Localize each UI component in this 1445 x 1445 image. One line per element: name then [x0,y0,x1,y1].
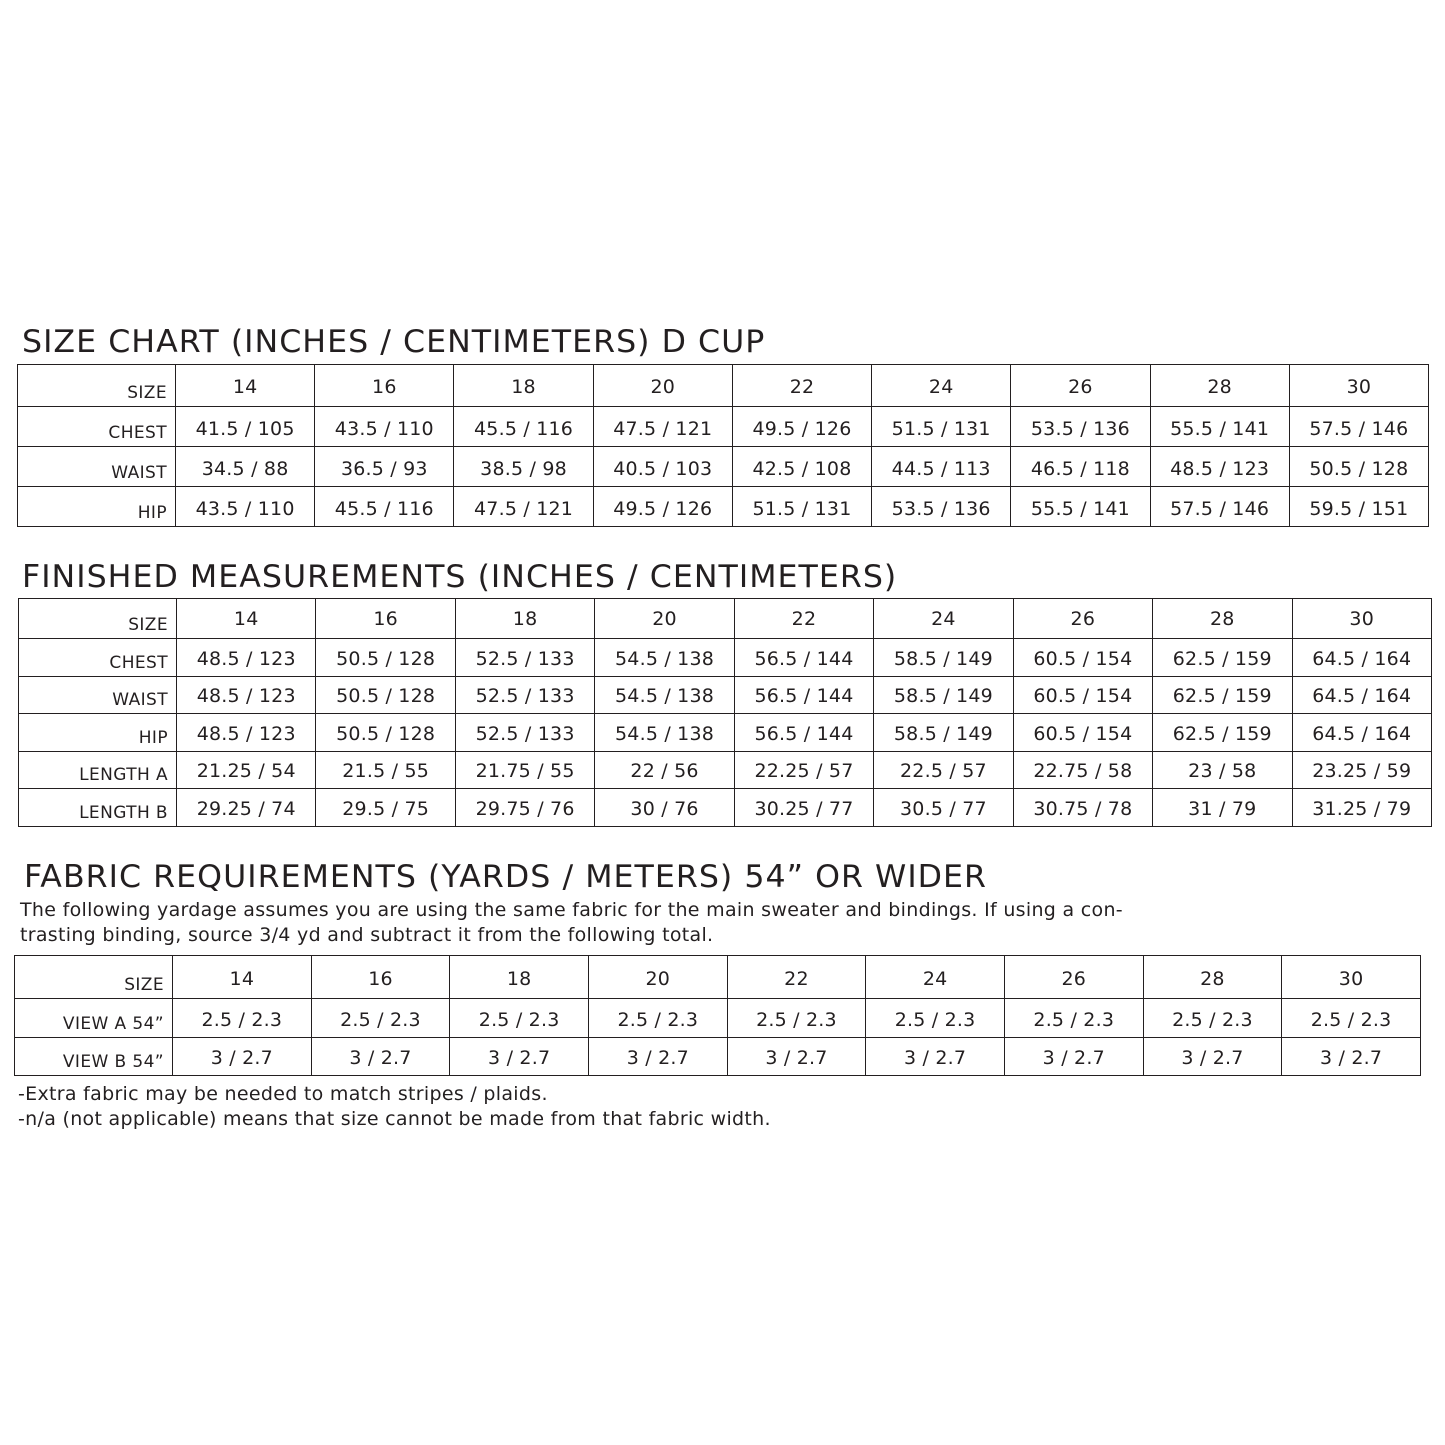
size-header-cell: 28 [1150,365,1289,407]
size-header-cell: 26 [1004,956,1143,999]
table-row [19,789,1432,827]
row-label: LENGTH B [19,789,177,827]
value-cell: 21.25 / 54 [177,751,316,789]
size-header-cell: 28 [1153,599,1292,639]
value-cell: 48.5 / 123 [177,714,316,752]
value-cell: 55.5 / 141 [1150,407,1289,447]
value-cell: 44.5 / 113 [872,447,1011,487]
table-row [15,1037,1421,1076]
value-cell: 60.5 / 154 [1013,639,1152,677]
row-label: HIP [19,714,177,752]
value-cell: 3 / 2.7 [866,1037,1005,1076]
size-header-cell: 14 [177,599,316,639]
size-header-cell: 26 [1013,599,1152,639]
size-header-label: SIZE [19,599,177,639]
size-header-cell: 18 [450,956,589,999]
value-cell: 56.5 / 144 [734,639,873,677]
value-cell: 53.5 / 136 [1011,407,1150,447]
value-cell: 48.5 / 123 [177,676,316,714]
row-label: WAIST [19,676,177,714]
value-cell: 29.75 / 76 [455,789,594,827]
value-cell: 3 / 2.7 [1004,1037,1143,1076]
value-cell: 3 / 2.7 [727,1037,866,1076]
value-cell: 42.5 / 108 [732,447,871,487]
value-cell: 49.5 / 126 [732,407,871,447]
value-cell: 59.5 / 151 [1289,487,1428,527]
value-cell: 31.25 / 79 [1292,789,1431,827]
table-row [19,714,1432,752]
size-header-cell: 22 [734,599,873,639]
header-row [19,599,1432,639]
size-header-cell: 30 [1282,956,1421,999]
value-cell: 3 / 2.7 [1282,1037,1421,1076]
value-cell: 29.5 / 75 [316,789,455,827]
value-cell: 30.75 / 78 [1013,789,1152,827]
value-cell: 52.5 / 133 [455,676,594,714]
table-row [18,447,1429,487]
size-header-cell: 22 [727,956,866,999]
value-cell: 57.5 / 146 [1289,407,1428,447]
fabric-note-1: -Extra fabric may be needed to match stripes / plaids. [18,1083,548,1105]
fabric-description-line1: The following yardage assumes you are using the same fabric for the main sweater and bindings. If using a con- [20,899,1123,921]
fabric-description [20,898,1123,948]
value-cell: 52.5 / 133 [455,714,594,752]
value-cell: 2.5 / 2.3 [588,999,727,1038]
finished-measurements-table [18,598,1432,827]
size-header-cell: 20 [588,956,727,999]
value-cell: 50.5 / 128 [316,676,455,714]
value-cell: 48.5 / 123 [1150,447,1289,487]
size-header-cell: 14 [173,956,312,999]
value-cell: 45.5 / 116 [315,487,454,527]
size-header-cell: 30 [1292,599,1431,639]
value-cell: 22.25 / 57 [734,751,873,789]
value-cell: 30.5 / 77 [874,789,1013,827]
value-cell: 56.5 / 144 [734,714,873,752]
size-header-cell: 16 [311,956,450,999]
value-cell: 3 / 2.7 [588,1037,727,1076]
value-cell: 2.5 / 2.3 [1004,999,1143,1038]
value-cell: 2.5 / 2.3 [866,999,1005,1038]
fabric-description-line2: trasting binding, source 3/4 yd and subtract it from the following total. [20,924,714,946]
value-cell: 47.5 / 121 [454,487,593,527]
size-header-cell: 28 [1143,956,1282,999]
row-label: VIEW A 54” [15,999,173,1038]
value-cell: 51.5 / 131 [732,487,871,527]
fabric-requirements-title: FABRIC REQUIREMENTS (YARDS / METERS) 54” OR WIDER [24,859,988,895]
size-header-cell: 16 [315,365,454,407]
value-cell: 58.5 / 149 [874,714,1013,752]
row-label: CHEST [19,639,177,677]
value-cell: 22.75 / 58 [1013,751,1152,789]
size-header-cell: 24 [874,599,1013,639]
size-header-cell: 30 [1289,365,1428,407]
value-cell: 22 / 56 [595,751,734,789]
value-cell: 50.5 / 128 [316,714,455,752]
table-row [18,487,1429,527]
value-cell: 52.5 / 133 [455,639,594,677]
header-row [18,365,1429,407]
header-row [15,956,1421,999]
value-cell: 50.5 / 128 [1289,447,1428,487]
size-header-cell: 22 [732,365,871,407]
value-cell: 21.75 / 55 [455,751,594,789]
value-cell: 22.5 / 57 [874,751,1013,789]
size-header-label: SIZE [15,956,173,999]
value-cell: 41.5 / 105 [176,407,315,447]
row-label: WAIST [18,447,176,487]
value-cell: 2.5 / 2.3 [311,999,450,1038]
value-cell: 38.5 / 98 [454,447,593,487]
value-cell: 34.5 / 88 [176,447,315,487]
row-label: CHEST [18,407,176,447]
value-cell: 23.25 / 59 [1292,751,1431,789]
value-cell: 2.5 / 2.3 [1143,999,1282,1038]
value-cell: 40.5 / 103 [593,447,732,487]
table-row [19,639,1432,677]
value-cell: 31 / 79 [1153,789,1292,827]
row-label: LENGTH A [19,751,177,789]
value-cell: 51.5 / 131 [872,407,1011,447]
table-row [19,676,1432,714]
value-cell: 46.5 / 118 [1011,447,1150,487]
size-chart-title: SIZE CHART (INCHES / CENTIMETERS) D CUP [22,324,766,360]
value-cell: 54.5 / 138 [595,676,734,714]
value-cell: 64.5 / 164 [1292,714,1431,752]
value-cell: 54.5 / 138 [595,714,734,752]
value-cell: 49.5 / 126 [593,487,732,527]
row-label: VIEW B 54” [15,1037,173,1076]
value-cell: 43.5 / 110 [315,407,454,447]
value-cell: 3 / 2.7 [1143,1037,1282,1076]
value-cell: 60.5 / 154 [1013,714,1152,752]
value-cell: 62.5 / 159 [1153,714,1292,752]
value-cell: 64.5 / 164 [1292,639,1431,677]
fabric-note-2: -n/a (not applicable) means that size cannot be made from that fabric width. [18,1108,771,1130]
value-cell: 58.5 / 149 [874,639,1013,677]
size-header-cell: 24 [866,956,1005,999]
value-cell: 30 / 76 [595,789,734,827]
value-cell: 36.5 / 93 [315,447,454,487]
value-cell: 62.5 / 159 [1153,676,1292,714]
value-cell: 2.5 / 2.3 [1282,999,1421,1038]
size-header-cell: 14 [176,365,315,407]
value-cell: 62.5 / 159 [1153,639,1292,677]
value-cell: 64.5 / 164 [1292,676,1431,714]
value-cell: 3 / 2.7 [173,1037,312,1076]
value-cell: 2.5 / 2.3 [727,999,866,1038]
size-header-label: SIZE [18,365,176,407]
row-label: HIP [18,487,176,527]
value-cell: 2.5 / 2.3 [173,999,312,1038]
value-cell: 2.5 / 2.3 [450,999,589,1038]
value-cell: 50.5 / 128 [316,639,455,677]
table-row [19,751,1432,789]
size-header-cell: 18 [454,365,593,407]
value-cell: 29.25 / 74 [177,789,316,827]
value-cell: 54.5 / 138 [595,639,734,677]
value-cell: 58.5 / 149 [874,676,1013,714]
value-cell: 56.5 / 144 [734,676,873,714]
value-cell: 48.5 / 123 [177,639,316,677]
table-row [18,407,1429,447]
size-header-cell: 18 [455,599,594,639]
size-header-cell: 20 [595,599,734,639]
fabric-notes [18,1082,771,1132]
size-header-cell: 20 [593,365,732,407]
value-cell: 60.5 / 154 [1013,676,1152,714]
value-cell: 53.5 / 136 [872,487,1011,527]
value-cell: 3 / 2.7 [311,1037,450,1076]
value-cell: 45.5 / 116 [454,407,593,447]
size-header-cell: 16 [316,599,455,639]
value-cell: 43.5 / 110 [176,487,315,527]
value-cell: 30.25 / 77 [734,789,873,827]
value-cell: 47.5 / 121 [593,407,732,447]
value-cell: 55.5 / 141 [1011,487,1150,527]
value-cell: 3 / 2.7 [450,1037,589,1076]
size-header-cell: 26 [1011,365,1150,407]
size-chart-table [17,364,1429,527]
table-row [15,999,1421,1038]
finished-measurements-title: FINISHED MEASUREMENTS (INCHES / CENTIMETERS) [22,559,898,595]
fabric-requirements-table [14,955,1421,1076]
value-cell: 21.5 / 55 [316,751,455,789]
value-cell: 23 / 58 [1153,751,1292,789]
value-cell: 57.5 / 146 [1150,487,1289,527]
size-header-cell: 24 [872,365,1011,407]
